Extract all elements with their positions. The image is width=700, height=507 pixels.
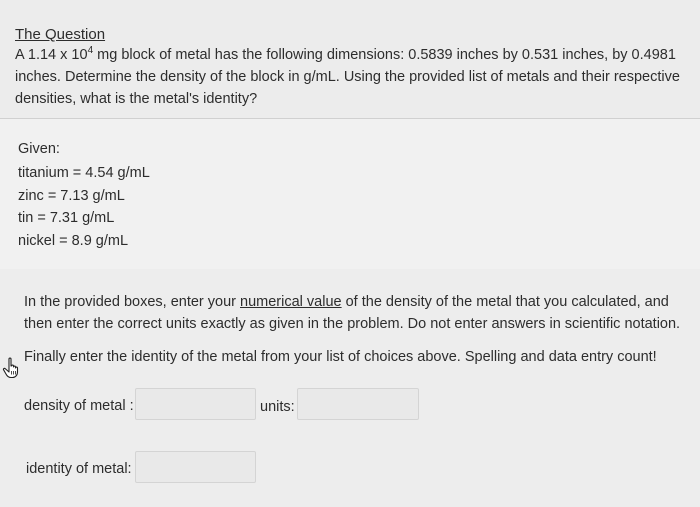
given-list <box>18 162 150 252</box>
identity-label: identity of metal: <box>26 461 132 477</box>
question-text-end: mg block of metal has the following dimensions: 0.5839 inches by 0.531 inches, by 0.4981 inches. Determine the density of the block in g/mL. Using the provided list of metals and their respective densities, what is the metal's identity? <box>15 47 680 107</box>
question-heading: The Question <box>15 26 106 43</box>
question-exponent: 4 <box>87 45 94 56</box>
given-item-titanium: titanium = 4.54 g/mL <box>18 165 150 181</box>
identity-input[interactable] <box>135 451 256 483</box>
question-text <box>15 44 693 110</box>
density-input[interactable] <box>135 388 256 420</box>
instructions-text <box>24 291 694 335</box>
question-text-start: A 1.14 x 10 <box>15 47 88 63</box>
units-input[interactable] <box>297 388 419 420</box>
given-item-tin: tin = 7.31 g/mL <box>18 210 115 226</box>
final-instructions: Finally enter the identity of the metal from your list of choices above. Spelling and data entry count! <box>24 349 657 365</box>
instructions-part1: In the provided boxes, enter your <box>24 294 241 310</box>
instructions-part2: of the density of the metal that you calculated, and then enter the correct units exactly as given in the problem. Do not enter answers in scientific notation. <box>24 294 681 332</box>
given-label: Given: <box>18 141 60 157</box>
instructions-underlined: numerical value <box>240 294 342 310</box>
given-item-nickel: nickel = 8.9 g/mL <box>18 232 129 249</box>
units-label: units: <box>260 399 295 415</box>
given-item-zinc: zinc = 7.13 g/mL <box>18 187 125 204</box>
hand-pointer-icon <box>2 357 22 379</box>
density-label: density of metal : <box>24 398 134 414</box>
